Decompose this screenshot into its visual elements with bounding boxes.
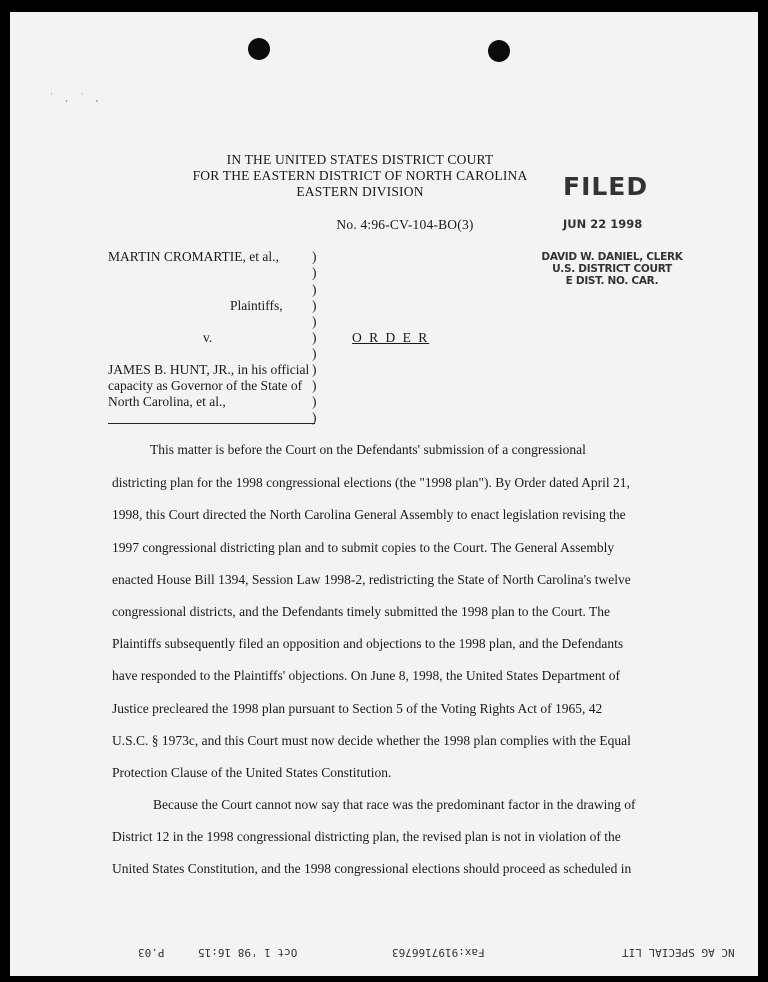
court-name-line-2: FOR THE EASTERN DISTRICT OF NORTH CAROLINA (192, 168, 528, 183)
body-line: Plaintiffs subsequently filed an opposition and objections to the 1998 plan, and the Defendants (112, 636, 624, 651)
fax-header-page: P.03 (138, 946, 165, 959)
plaintiffs-label: Plaintiffs, (230, 298, 283, 313)
body-line: Justice precleared the 1998 plan pursuant to Section 5 of the Voting Rights Act of 1965, 42 (112, 701, 603, 716)
scan-specks: ˙ ˛ ˙ ˛ (50, 92, 104, 102)
caption-paren: ) (312, 346, 317, 361)
fax-header-number: Fax:9197166763 (392, 946, 485, 959)
caption-paren: ) (312, 394, 317, 409)
filed-stamp: FILED (563, 172, 649, 201)
body-line: This matter is before the Court on the Defendants' submission of a congressional (150, 442, 586, 457)
defendant-line-3: North Carolina, et al., (108, 394, 226, 409)
fax-header-sender: NC AG SPECIAL LIT (622, 946, 735, 959)
caption-paren: ) (312, 410, 317, 425)
body-line: U.S.C. § 1973c, and this Court must now decide whether the 1998 plan complies with the Equal (112, 733, 631, 748)
defendant-line-1: JAMES B. HUNT, JR., in his official (108, 362, 310, 377)
caption-paren: ) (312, 282, 317, 297)
body-line: United States Constitution, and the 1998 congressional elections should proceed as scheduled in (112, 861, 632, 876)
court-division: EASTERN DIVISION (296, 184, 424, 199)
body-line: District 12 in the 1998 congressional districting plan, the revised plan is not in violation of the (112, 829, 621, 844)
order-title: O R D E R (352, 330, 430, 345)
plaintiff-name: MARTIN CROMARTIE, et al., (108, 249, 279, 264)
filed-stamp-date: JUN 22 1998 (563, 217, 643, 231)
caption-paren: ) (312, 314, 317, 329)
caption-paren: ) (312, 330, 317, 345)
body-line: 1998, this Court directed the North Carolina General Assembly to enact legislation revising the (112, 507, 626, 522)
body-line: enacted House Bill 1394, Session Law 1998-2, redistricting the State of North Carolina's twelve (112, 572, 631, 587)
punch-hole-left (248, 38, 270, 60)
punch-hole-right (488, 40, 510, 62)
caption-paren: ) (312, 249, 317, 264)
caption-underline (108, 423, 315, 424)
stamp-district: E DIST. NO. CAR. (565, 275, 659, 287)
body-line: districting plan for the 1998 congressional elections (the "1998 plan"). By Order dated April 21, (112, 475, 630, 490)
court-name-line-1: IN THE UNITED STATES DISTRICT COURT (226, 152, 494, 167)
stamp-court: U.S. DISTRICT COURT (552, 263, 672, 275)
stamp-clerk: DAVID W. DANIEL, CLERK (541, 251, 683, 263)
versus: v. (203, 330, 213, 345)
body-line: have responded to the Plaintiffs' objections. On June 8, 1998, the United States Department of (112, 668, 620, 683)
defendant-line-2: capacity as Governor of the State of (108, 378, 303, 393)
caption-paren: ) (312, 362, 317, 377)
document-page (10, 12, 758, 976)
case-number: No. 4:96-CV-104-BO(3) (336, 217, 474, 232)
body-line: congressional districts, and the Defendants timely submitted the 1998 plan to the Court. The (112, 604, 611, 619)
caption-paren: ) (312, 265, 317, 280)
caption-paren: ) (312, 298, 317, 313)
caption-paren: ) (312, 378, 317, 393)
body-line: Because the Court cannot now say that race was the predominant factor in the drawing of (153, 797, 636, 812)
body-line: 1997 congressional districting plan and to submit copies to the Court. The General Assembly (112, 540, 615, 555)
body-line: Protection Clause of the United States Constitution. (112, 765, 392, 780)
fax-header-date: Oct 1 '98 16:15 (198, 946, 298, 959)
